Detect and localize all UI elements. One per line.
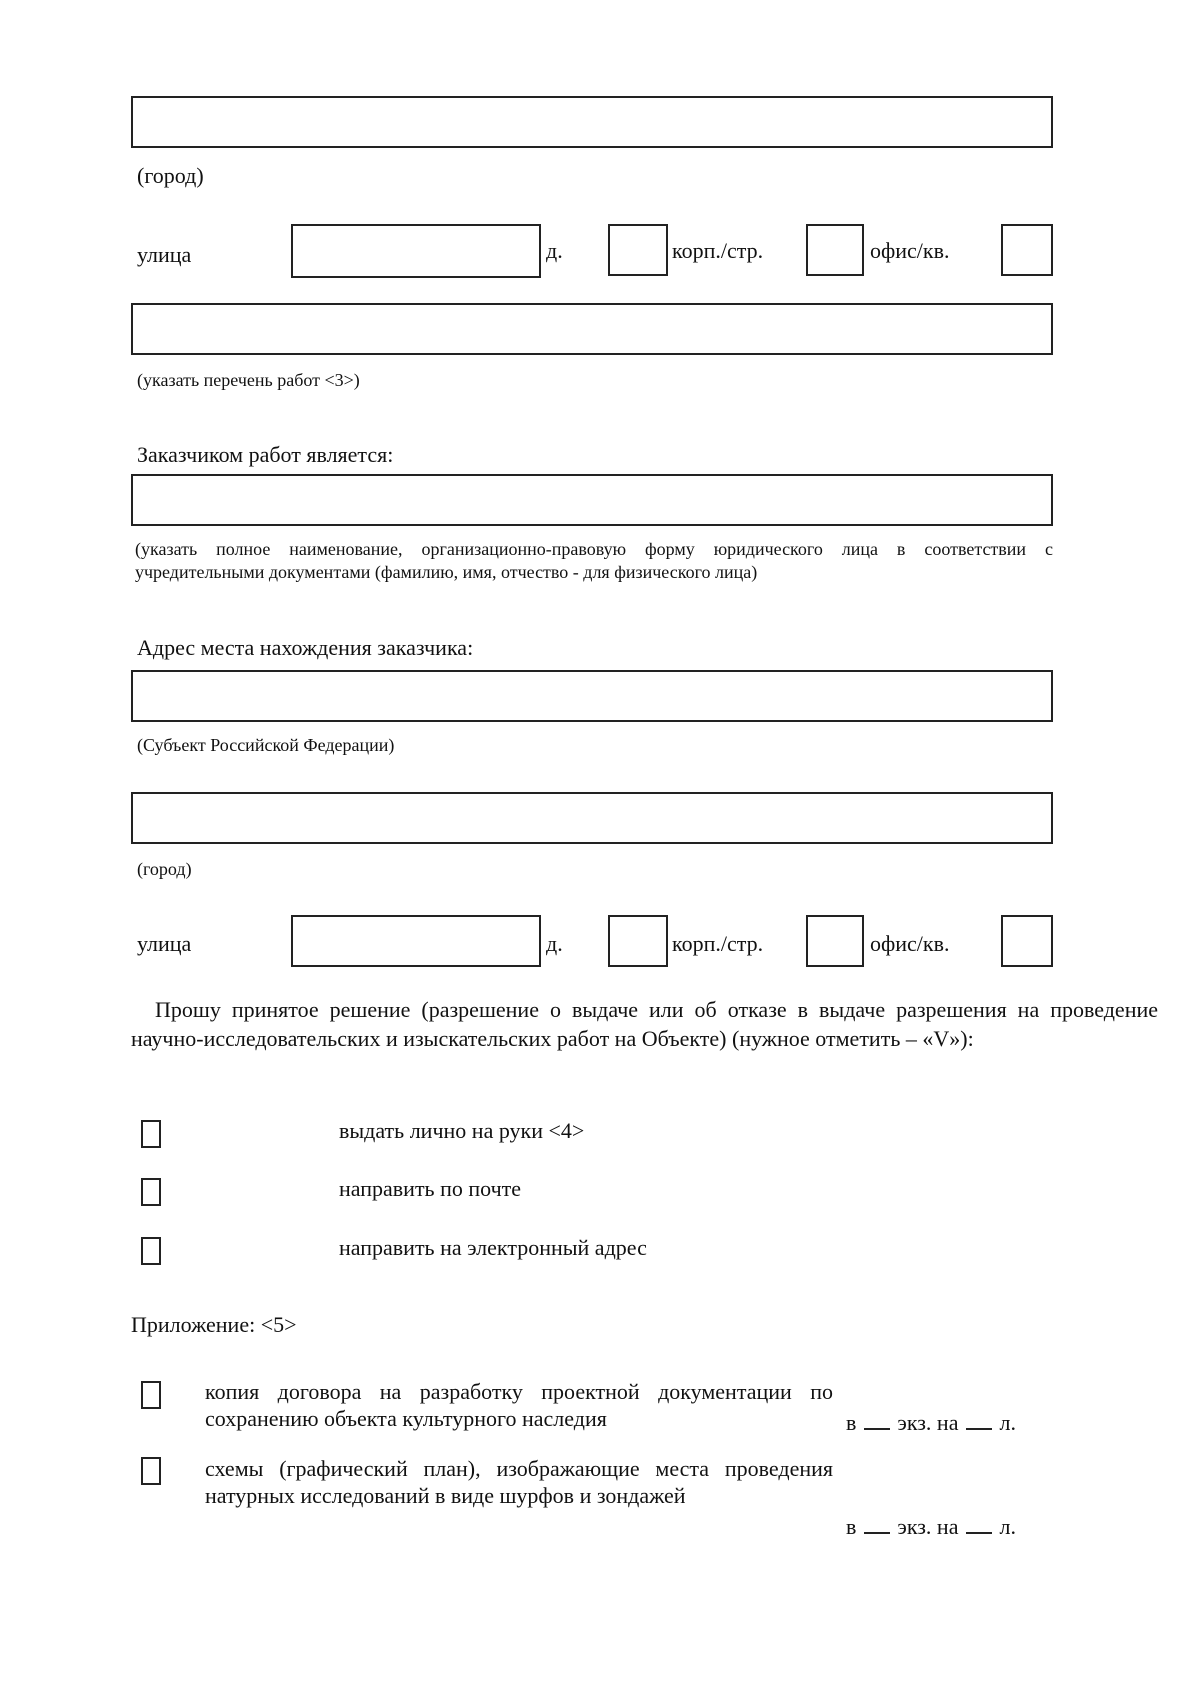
customer-hint: (указать полное наименование, организационно-правовую форму юридического лица в соответствии с учредительными документами (фамилию, имя, отчество - для физического лица): [135, 539, 1053, 582]
attachment-1-checkbox[interactable]: [141, 1381, 161, 1409]
customer-address-heading: Адрес места нахождения заказчика:: [137, 635, 474, 660]
works-list-hint: (указать перечень работ <3>): [137, 370, 360, 390]
customer-house-field[interactable]: [608, 915, 668, 967]
attachment-1-copies: [846, 1410, 1016, 1435]
building-label: корп./стр.: [672, 238, 764, 263]
customer-city-label: (город): [137, 859, 192, 879]
customer-region-label: (Субъект Российской Федерации): [137, 735, 395, 755]
customer-name-field[interactable]: [131, 474, 1053, 526]
customer-house-label: д.: [546, 931, 563, 956]
city-label: (город): [137, 163, 204, 188]
attachment-2-pages-blank[interactable]: [966, 1518, 992, 1534]
option-in-person-label: выдать лично на руки <4>: [339, 1118, 585, 1143]
house-field[interactable]: [608, 224, 668, 276]
attachment-1-copies-blank[interactable]: [864, 1414, 890, 1430]
option-by-mail-checkbox[interactable]: [141, 1178, 161, 1206]
option-by-email-label: направить на электронный адрес: [339, 1235, 647, 1260]
attachment-2-checkbox[interactable]: [141, 1457, 161, 1485]
building-field[interactable]: [806, 224, 864, 276]
works-list-field[interactable]: [131, 303, 1053, 355]
option-in-person-checkbox[interactable]: [141, 1120, 161, 1148]
attachment-2-copies-suffix: л.: [999, 1514, 1016, 1539]
attachment-1-copies-suffix: л.: [999, 1410, 1016, 1435]
attachment-1-pages-blank[interactable]: [966, 1414, 992, 1430]
street-field[interactable]: [291, 224, 541, 278]
office-field[interactable]: [1001, 224, 1053, 276]
customer-office-label: офис/кв.: [870, 931, 950, 956]
attachment-1-copies-prefix: в: [846, 1410, 857, 1435]
customer-building-label: корп./стр.: [672, 931, 764, 956]
attachment-2-copies: [846, 1514, 1016, 1539]
attachment-2-copies-mid: экз. на: [897, 1514, 959, 1539]
attachment-2-text: схемы (графический план), изображающие места проведения натурных исследований в виде шурфов и зондажей: [205, 1456, 833, 1508]
attachment-1-copies-mid: экз. на: [897, 1410, 959, 1435]
option-by-email-checkbox[interactable]: [141, 1237, 161, 1265]
attachment-2-copies-prefix: в: [846, 1514, 857, 1539]
customer-city-field[interactable]: [131, 792, 1053, 844]
customer-heading: Заказчиком работ является:: [137, 442, 394, 467]
customer-street-field[interactable]: [291, 915, 541, 967]
house-label: д.: [546, 238, 563, 263]
attachments-heading: Приложение: <5>: [131, 1312, 297, 1337]
customer-building-field[interactable]: [806, 915, 864, 967]
request-text: Прошу принятое решение (разрешение о выдаче или об отказе в выдаче разрешения на проведение научно-исследовательских и изыскательских работ на Объекте) (нужное отметить – «V»):: [131, 997, 1158, 1051]
office-label: офис/кв.: [870, 238, 950, 263]
customer-region-field[interactable]: [131, 670, 1053, 722]
customer-office-field[interactable]: [1001, 915, 1053, 967]
customer-street-label: улица: [137, 931, 192, 956]
attachment-2-copies-blank[interactable]: [864, 1518, 890, 1534]
street-label: улица: [137, 242, 192, 267]
city-field[interactable]: [131, 96, 1053, 148]
attachment-1-text: копия договора на разработку проектной документации по сохранению объекта культурного наследия: [205, 1379, 833, 1431]
option-by-mail-label: направить по почте: [339, 1176, 522, 1201]
